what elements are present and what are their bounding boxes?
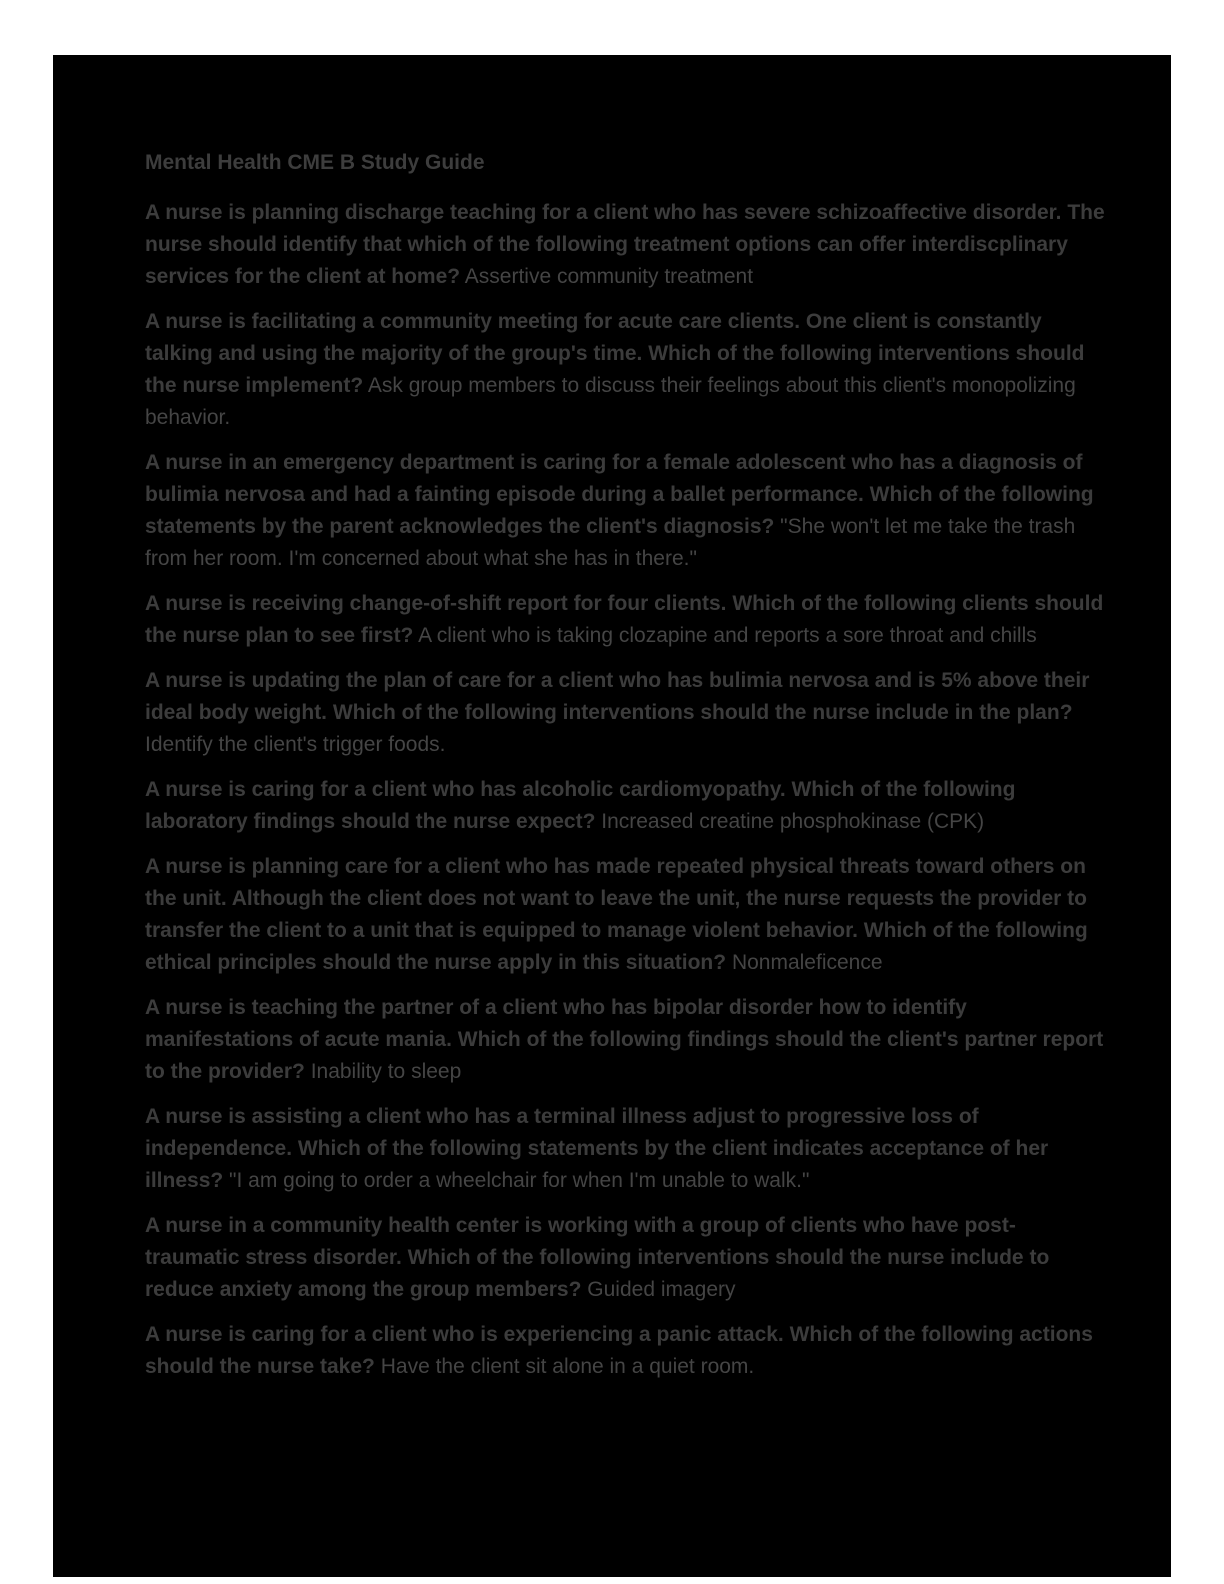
answer-text: Guided imagery	[587, 1278, 736, 1301]
question-text: A nurse is planning discharge teaching for a client who has severe schizoaffective disorder. The nurse should identify that which of the following treatment options can offer interdiscplinary services for the client at home?	[145, 201, 1105, 288]
answer-text: Have the client sit alone in a quiet room.	[380, 1355, 755, 1378]
answer-text: Ask group members to discuss their feelings about this client's monopolizing behavior.	[145, 374, 1076, 429]
answer-text: Increased creatine phosphokinase (CPK)	[601, 810, 985, 833]
question-text: A nurse is receiving change-of-shift report for four clients. Which of the following clients should the nurse plan to see first?	[145, 592, 1104, 647]
question-text: A nurse is assisting a client who has a terminal illness adjust to progressive loss of independence. Which of the following statements by the client indicates acceptance of her illness?	[145, 1105, 1049, 1192]
answer-text: "She won't let me take the trash from her room. I'm concerned about what she has in there."	[145, 515, 1076, 570]
qa-paragraph	[145, 992, 1107, 1088]
qa-paragraph	[145, 774, 1107, 838]
answer-text: "I am going to order a wheelchair for when I'm unable to walk."	[229, 1169, 810, 1192]
answer-text: A client who is taking clozapine and reports a sore throat and chills	[418, 624, 1037, 647]
qa-paragraph	[145, 1210, 1107, 1306]
qa-paragraph	[145, 306, 1107, 434]
qa-paragraph	[145, 1319, 1107, 1383]
document-title: Mental Health CME B Study Guide	[145, 151, 485, 174]
answer-text: Assertive community treatment	[464, 265, 754, 288]
question-text: A nurse is caring for a client who has alcoholic cardiomyopathy. Which of the following laboratory findings should the nurse expect?	[145, 778, 1016, 833]
question-text: A nurse is updating the plan of care for a client who has bulimia nervosa and is 5% above their ideal body weight. Which of the following interventions should the nurse include in the plan?	[145, 669, 1090, 724]
question-text: A nurse is caring for a client who is experiencing a panic attack. Which of the following actions should the nurse take?	[145, 1323, 1093, 1378]
qa-paragraph	[145, 588, 1107, 652]
question-text: A nurse in a community health center is working with a group of clients who have post-traumatic stress disorder. Which of the following interventions should the nurse include to reduce anxiety among the group members?	[145, 1214, 1050, 1301]
question-text: A nurse in an emergency department is caring for a female adolescent who has a diagnosis of bulimia nervosa and had a fainting episode during a ballet performance. Which of the following statements by the parent acknowledges the client's diagnosis?	[145, 451, 1094, 538]
answer-text: Inability to sleep	[310, 1060, 462, 1083]
qa-paragraph	[145, 447, 1107, 575]
question-text: A nurse is teaching the partner of a client who has bipolar disorder how to identify manifestations of acute mania. Which of the following findings should the client's partner report to the provider?	[145, 996, 1104, 1083]
qa-paragraph	[145, 851, 1107, 979]
question-text: A nurse is planning care for a client who has made repeated physical threats toward others on the unit. Although the client does not want to leave the unit, the nurse requests the provider to transfer the client to a unit that is equipped to manage violent behavior. Which of the following ethical principles should the nurse apply in this situation?	[145, 855, 1088, 974]
qa-paragraph	[145, 665, 1107, 761]
answer-text: Identify the client's trigger foods.	[145, 733, 446, 756]
qa-paragraph	[145, 197, 1107, 293]
answer-text: Nonmaleficence	[731, 951, 883, 974]
document-page	[53, 55, 1171, 1577]
question-text: A nurse is facilitating a community meeting for acute care clients. One client is constantly talking and using the majority of the group's time. Which of the following interventions should the nurse implement?	[145, 310, 1085, 397]
qa-paragraph	[145, 1101, 1107, 1197]
